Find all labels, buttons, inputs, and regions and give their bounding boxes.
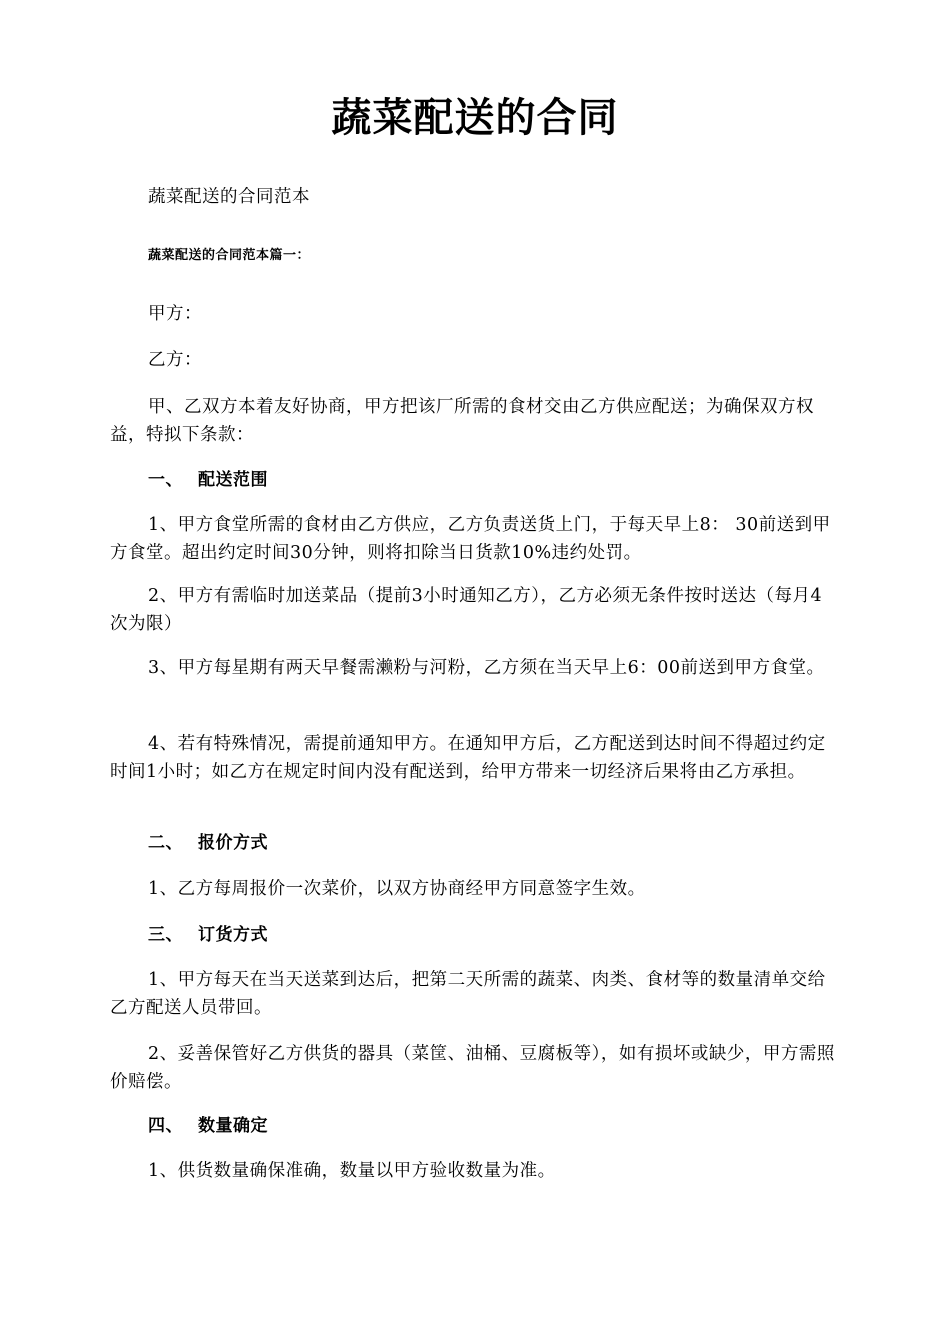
intro-paragraph: 甲、乙双方本着友好协商，甲方把该厂所需的食材交由乙方供应配送；为确保双方权益，特拟下条款： <box>110 397 814 445</box>
clause-paragraph: 1、甲方每天在当天送菜到达后，把第二天所需的蔬菜、肉类、食材等的数量清单交给乙方配送人员带回。 <box>110 970 826 1018</box>
clause-paragraph: 2、妥善保管好乙方供货的器具（菜筐、油桶、豆腐板等），如有损坏或缺少，甲方需照价赔偿。 <box>110 1044 835 1092</box>
section-number: 四、 <box>148 1116 183 1136</box>
clause-paragraph: 1、乙方每周报价一次菜价，以双方协商经甲方同意签字生效。 <box>148 879 646 899</box>
clause-paragraph: 1、供货数量确保准确，数量以甲方验收数量为准。 <box>148 1161 556 1181</box>
clause-paragraph: 1、甲方食堂所需的食材由乙方供应，乙方负责送货上门，于每天早上8： 30前送到甲方食堂。超出约定时间30分钟，则将扣除当日货款10%违约处罚。 <box>110 515 831 563</box>
clause-paragraph: 3、甲方每星期有两天早餐需濑粉与河粉，乙方须在当天早上6：00前送到甲方食堂。 <box>148 658 825 678</box>
party-b-label: 乙方： <box>148 350 202 370</box>
document-subtitle: 蔬菜配送的合同范本 <box>148 187 310 207</box>
section-heading <box>148 829 878 857</box>
section-heading <box>148 921 878 949</box>
clause-paragraph: 2、甲方有需临时加送菜品（提前3小时通知乙方），乙方必须无条件按时送达（每月4次为限） <box>110 586 823 634</box>
section-title: 订货方式 <box>198 925 268 945</box>
section-number: 一、 <box>148 470 183 490</box>
clause-paragraph: 4、若有特殊情况，需提前通知甲方。在通知甲方后，乙方配送到达时间不得超过约定时间1小时；如乙方在规定时间内没有配送到，给甲方带来一切经济后果将由乙方承担。 <box>110 734 826 782</box>
party-a-label: 甲方： <box>148 304 202 324</box>
part-label: 蔬菜配送的合同范本篇一： <box>148 248 311 263</box>
section-title: 报价方式 <box>198 833 268 853</box>
document-title: 蔬菜配送的合同 <box>331 95 619 141</box>
section-title: 数量确定 <box>198 1116 268 1136</box>
section-title: 配送范围 <box>198 470 268 490</box>
section-number: 二、 <box>148 833 183 853</box>
section-heading <box>148 1112 878 1140</box>
section-number: 三、 <box>148 925 183 945</box>
section-heading <box>148 466 878 494</box>
